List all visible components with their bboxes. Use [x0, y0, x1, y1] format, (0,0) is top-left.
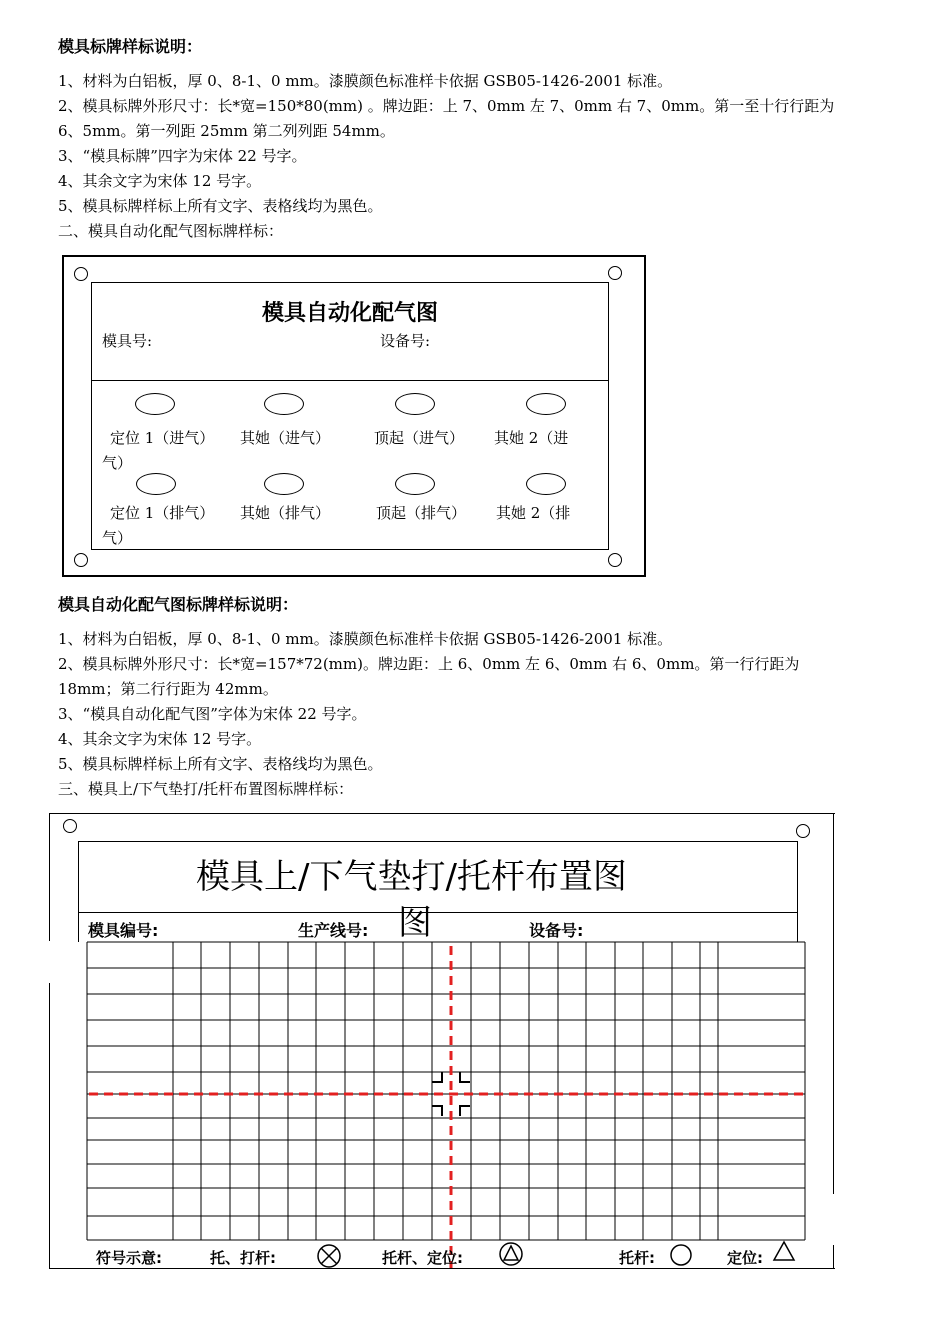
- legend-support-label: 托杆:: [619, 1249, 655, 1267]
- section2-line: 1、材料为白铝板，厚 0、8-1、0 mm。漆膜颜色标准样卡依据 GSB05-1426-2001 标准。: [58, 630, 673, 648]
- legend-locate-label: 定位:: [727, 1249, 763, 1267]
- port-label: 定位 1（排气）: [110, 504, 215, 522]
- section1-line: 二、模具自动化配气图标牌样标：: [58, 222, 284, 240]
- port-label-wrap: 气）: [102, 529, 133, 547]
- plate2-title-overflow: 图: [398, 903, 432, 943]
- plate2-title-text: 模具上/下气垫打/托杆布置图: [196, 857, 627, 897]
- port-label: 其她 2（排: [496, 504, 571, 522]
- section2-line: 三、模具上/下气垫打/托杆布置图标牌样标：: [58, 780, 354, 798]
- line-no-label: 生产线号:: [298, 921, 369, 940]
- port-label: 定位 1（进气）: [110, 429, 215, 447]
- mold-code-label: 模具编号:: [88, 921, 159, 940]
- port-label: 其她（进气）: [240, 429, 331, 447]
- section1-line: 6、5mm。第一列距 25mm 第二列列距 54mm。: [58, 122, 395, 140]
- legend-support-locate-label: 托杆、定位:: [382, 1249, 463, 1267]
- section1-line: 3、“模具标牌”四字为宋体 22 号字。: [58, 147, 307, 165]
- circle-triangle-icon: [498, 1241, 524, 1267]
- port-label: 其她（排气）: [240, 504, 331, 522]
- port-label: 其她 2（进: [494, 429, 569, 447]
- section2-line: 4、其余文字为宋体 12 号字。: [58, 730, 262, 748]
- triangle-icon: [772, 1240, 796, 1262]
- legend-hit-support-label: 托、打杆:: [210, 1249, 276, 1267]
- section2-line: 3、“模具自动化配气图”字体为宋体 22 号字。: [58, 705, 367, 723]
- section2-title: 模具自动化配气图标牌样标说明：: [58, 595, 299, 614]
- mold-no-label: 模具号:: [102, 332, 153, 350]
- port-label-wrap: 气）: [102, 454, 133, 472]
- section1-title: 模具标牌样标说明：: [58, 37, 203, 56]
- device-no-label: 设备号:: [380, 332, 431, 350]
- section1-line: 2、模具标牌外形尺寸：长*宽=150*80(mm) 。牌边距：上 7、0mm 左 7、0mm 右 7、0mm。第一至十行行距为: [58, 97, 835, 115]
- legend-label: 符号示意:: [96, 1249, 162, 1267]
- circle-icon: [668, 1243, 694, 1267]
- section2-line: 2、模具标牌外形尺寸：长*宽=157*72(mm)。牌边距：上 6、0mm 左 6、0mm 右 6、0mm。第一行行距为: [58, 655, 800, 673]
- section2-line: 5、模具标牌样标上所有文字、表格线均为黑色。: [58, 755, 383, 773]
- section1-line: 4、其余文字为宋体 12 号字。: [58, 172, 262, 190]
- section1-line: 5、模具标牌样标上所有文字、表格线均为黑色。: [58, 197, 383, 215]
- section2-line: 18mm；第二行行距为 42mm。: [58, 680, 278, 698]
- port-label: 顶起（进气）: [374, 429, 465, 447]
- plate1-title: 模具自动化配气图: [261, 301, 438, 326]
- port-label: 顶起（排气）: [376, 504, 467, 522]
- section1-line: 1、材料为白铝板，厚 0、8-1、0 mm。漆膜颜色标准样卡依据 GSB05-1426-2001 标准。: [58, 72, 673, 90]
- circle-x-icon: [316, 1243, 342, 1269]
- device-no-label: 设备号:: [529, 921, 584, 940]
